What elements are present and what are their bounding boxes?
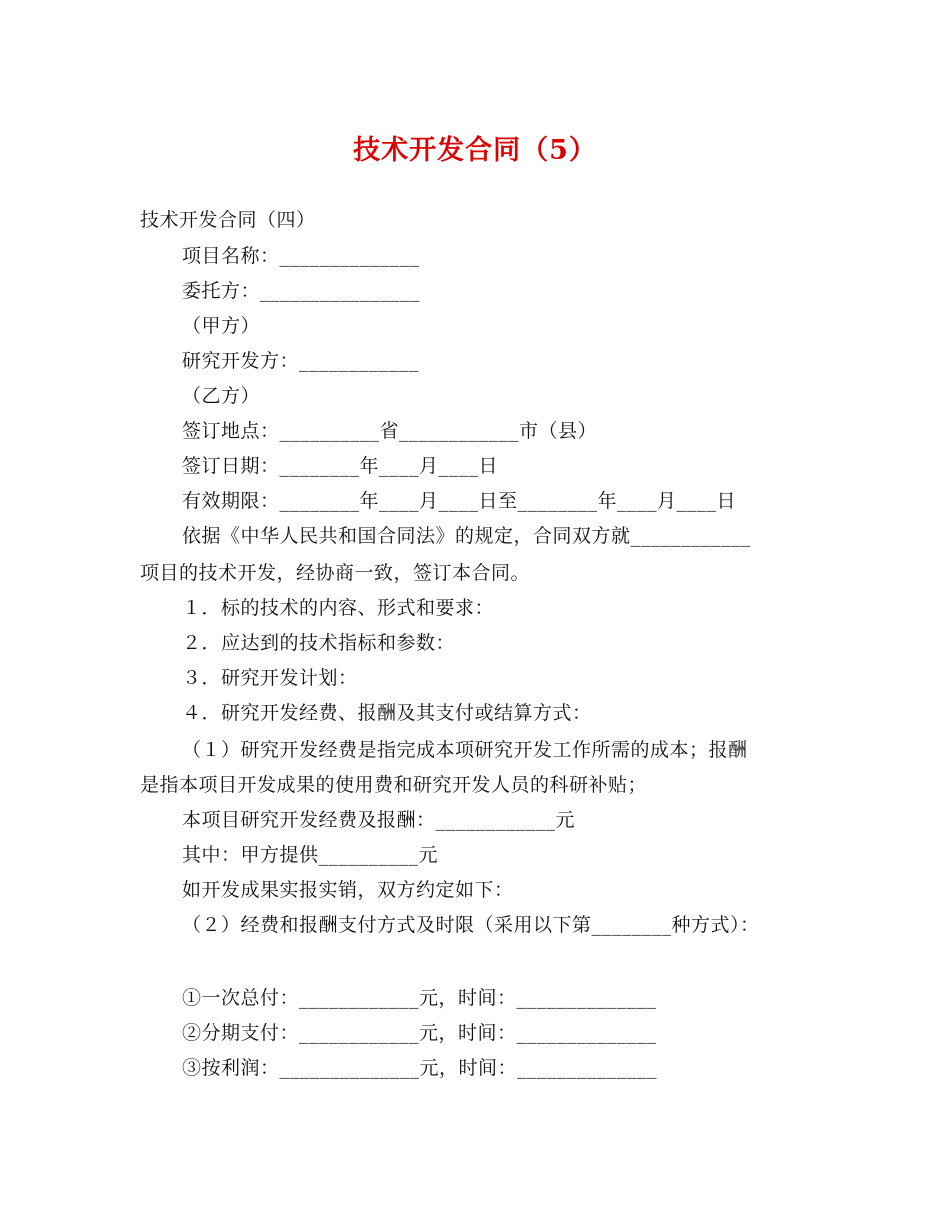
clause-3: ３．研究开发计划： [182, 667, 358, 689]
clause-4-2: （２）经费和报酬支付方式及时限（采用以下第________种方式）： [182, 914, 760, 936]
document-title: 技术开发合同（5） [353, 135, 597, 166]
total-fee-field: 本项目研究开发经费及报酬：____________元 [182, 809, 576, 831]
signing-place-field: 签订地点：__________省____________市（县） [182, 420, 598, 442]
payment-option-2: ②分期支付：____________元，时间：______________ [182, 1022, 657, 1044]
clause-1: １．标的技术的内容、形式和要求： [182, 597, 495, 619]
contract-subtitle: 技术开发合同（四） [140, 209, 316, 231]
signing-date-field: 签订日期：________年____月____日 [182, 455, 499, 477]
party-a-label: （甲方） [182, 315, 261, 337]
client-field: 委托方：________________ [182, 280, 421, 302]
clause-2: ２．应达到的技术指标和参数： [182, 632, 456, 654]
party-b-label: （乙方） [182, 385, 261, 407]
validity-period-field: 有效期限：________年____月____日至________年____月____日 [182, 490, 737, 512]
clause-4-1-line-1: （１）研究开发经费是指完成本项研究开发工作所需的成本；报酬 [182, 739, 748, 761]
preamble-line-2: 项目的技术开发，经协商一致，签订本合同。 [140, 562, 531, 584]
project-name-field: 项目名称：______________ [182, 245, 420, 267]
reimbursement-line: 如开发成果实报实销，双方约定如下： [182, 879, 514, 901]
developer-field: 研究开发方：____________ [182, 350, 420, 372]
clause-4-1-line-2: 是指本项目开发成果的使用费和研究开发人员的科研补贴； [140, 774, 648, 796]
clause-4: ４．研究开发经费、报酬及其支付或结算方式： [182, 702, 592, 724]
payment-option-1: ①一次总付：____________元，时间：______________ [182, 987, 657, 1009]
payment-option-3: ③按利润：______________元，时间：______________ [182, 1057, 658, 1079]
preamble-line-1: 依据《中华人民共和国合同法》的规定，合同双方就____________ [182, 525, 751, 547]
party-a-provision-field: 其中：甲方提供__________元 [182, 844, 439, 866]
